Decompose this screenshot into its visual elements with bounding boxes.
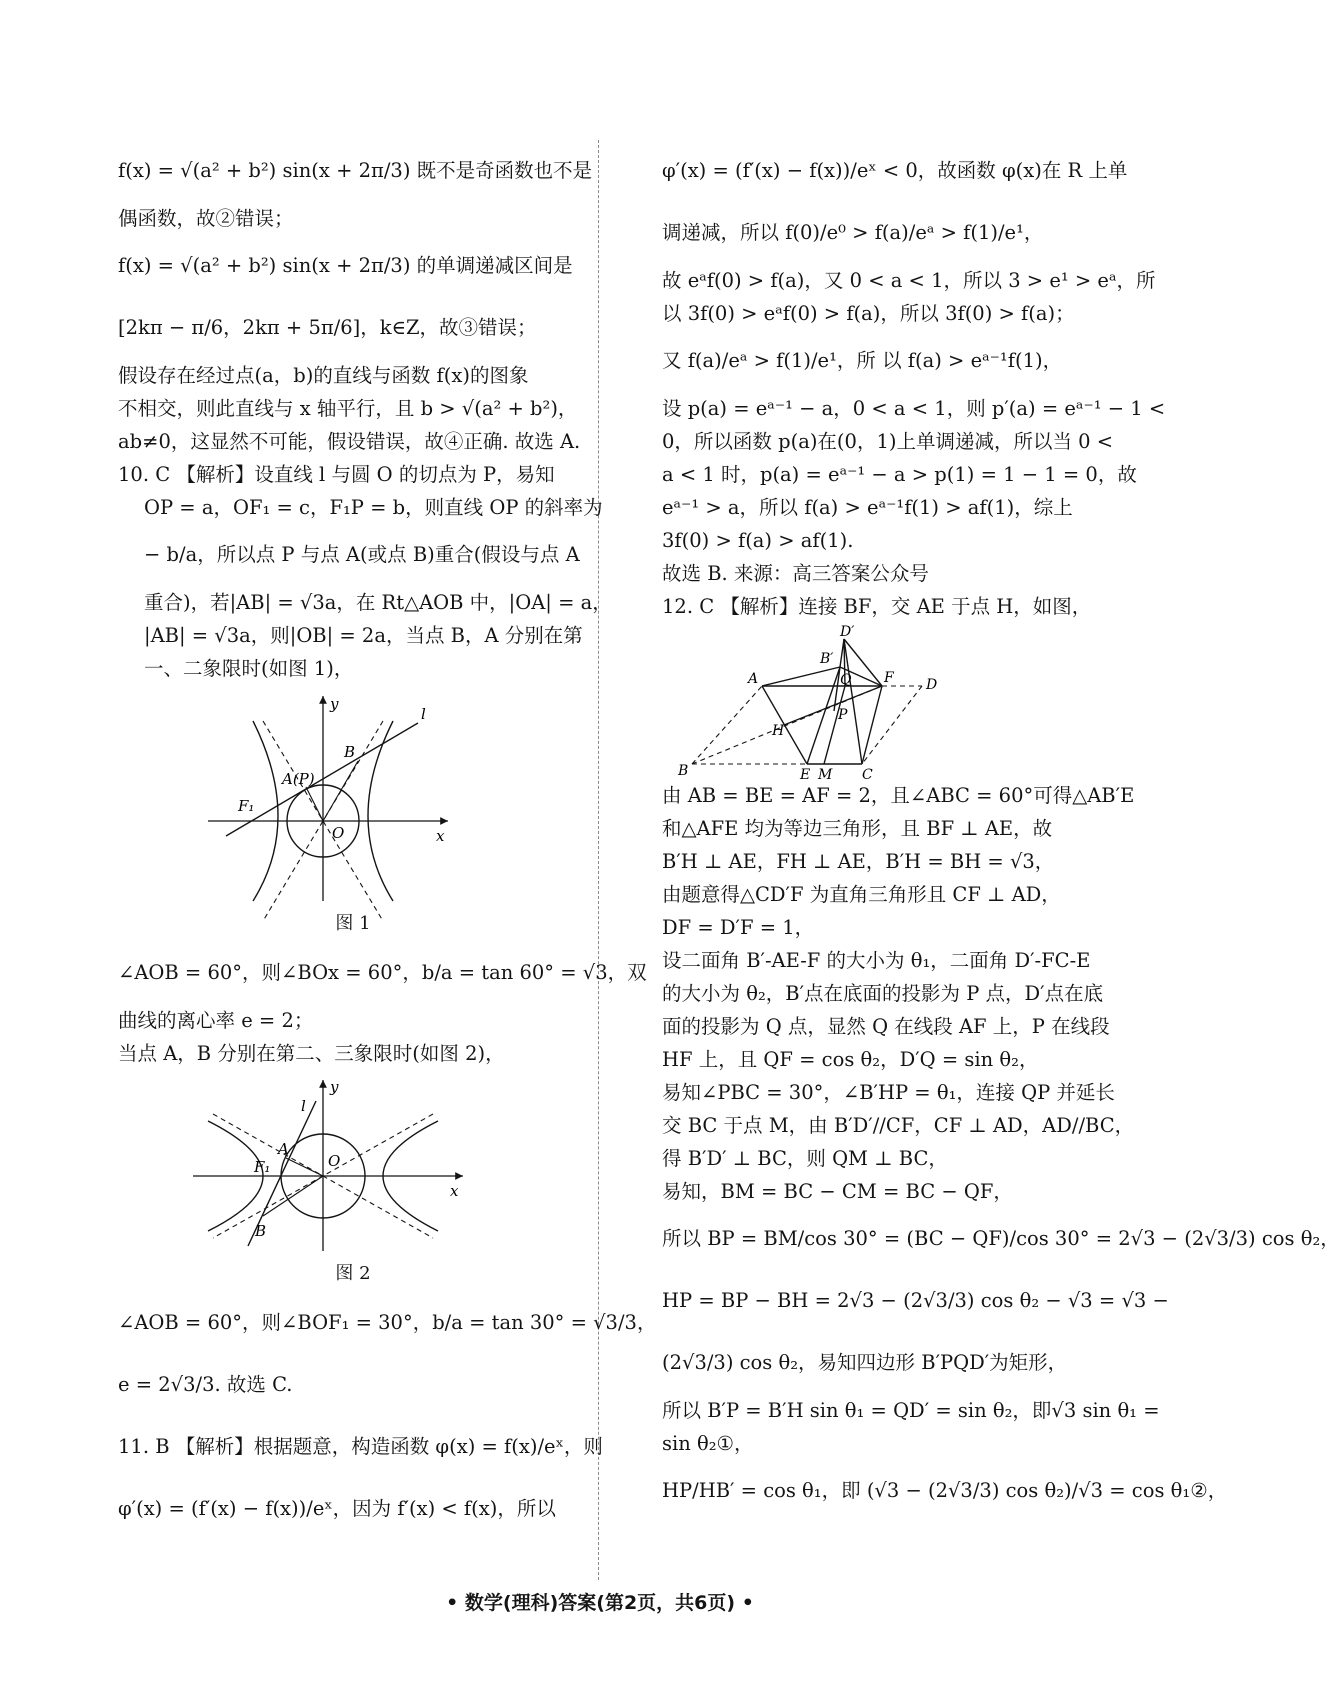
figure-label: O xyxy=(328,1152,341,1170)
left-column xyxy=(118,140,657,1540)
figure-label: l xyxy=(421,705,426,723)
text-line: a < 1 时，p(a) = eᵃ⁻¹ − a > p(1) = 1 − 1 = 0，故 xyxy=(662,463,1137,486)
figure-label: Q xyxy=(840,672,852,688)
figure-label: D xyxy=(926,677,938,693)
figure-label: y xyxy=(330,1078,339,1096)
text-line: DF = D′F = 1， xyxy=(662,916,815,939)
text-line: 由题意得△CD′F 为直角三角形且 CF ⊥ AD， xyxy=(662,883,1061,906)
figure-label: E xyxy=(800,767,811,783)
text-line: 所以 B′P = B′H sin θ₁ = QD′ = sin θ₂，即√3 sin θ₁ = xyxy=(662,1399,1160,1422)
text-line: ∠AOB = 60°，则∠BOx = 60°，b/a = tan 60° = √3，双 xyxy=(118,961,647,984)
text-line: e = 2√3/3. 故选 C. xyxy=(118,1373,293,1396)
text-line: 交 BC 于点 M，由 B′D′//CF，CF ⊥ AD，AD//BC， xyxy=(662,1114,1135,1137)
text-line: 3f(0) > f(a) > af(1). xyxy=(662,529,854,552)
figure-label: A(P) xyxy=(282,770,315,788)
figure-label: C xyxy=(862,767,873,783)
text-line: HP = BP − BH = 2√3 − (2√3/3) cos θ₂ − √3 = √3 − xyxy=(662,1289,1169,1312)
figure-caption: 图 1 xyxy=(335,913,371,934)
solid-geometry-figure xyxy=(662,624,1132,783)
text-line: OP = a，OF₁ = c，F₁P = b，则直线 OP 的斜率为 xyxy=(144,496,603,519)
right-column xyxy=(662,140,1340,1522)
figure-label: H xyxy=(772,723,785,739)
text-line: 易知，BM = BC − CM = BC − QF， xyxy=(662,1180,1013,1203)
text-line: 所以 BP = BM/cos 30° = (BC − QF)/cos 30° = 2√3 − (2√3/3) cos θ₂， xyxy=(662,1227,1340,1250)
text-line: 得 B′D′ ⊥ BC，则 QM ⊥ BC， xyxy=(662,1147,948,1170)
text-line: 易知∠PBC = 30°，∠B′HP = θ₁，连接 QP 并延长 xyxy=(662,1081,1115,1104)
text-line: ∠AOB = 60°，则∠BOF₁ = 30°，b/a = tan 30° = √3/3， xyxy=(118,1311,657,1334)
text-line: HF 上，且 QF = cos θ₂，D′Q = sin θ₂， xyxy=(662,1048,1039,1071)
text-line: 故 eᵃf(0) > f(a)，又 0 < a < 1，所以 3 > e¹ > eᵃ，所 xyxy=(662,269,1156,292)
text-line: 重合)，若|AB| = √3a，在 Rt△AOB 中，|OA| = a， xyxy=(144,591,612,614)
figure-label: B′ xyxy=(820,651,834,667)
text-line: 设二面角 B′-AE-F 的大小为 θ₁，二面角 D′-FC-E xyxy=(662,949,1091,972)
text-line: 一、二象限时(如图 1)， xyxy=(144,657,354,680)
text-line: B′H ⊥ AE，FH ⊥ AE，B′H = BH = √3， xyxy=(662,850,1055,873)
figure-label: B xyxy=(255,1222,267,1240)
text-line: 偶函数，故②错误； xyxy=(118,207,294,230)
text-line: sin θ₂①， xyxy=(662,1432,754,1455)
figure-label: F xyxy=(884,670,894,686)
figure-label: x xyxy=(436,827,445,845)
text-line: 不相交，则此直线与 x 轴平行，且 b > √(a² + b²)， xyxy=(118,397,578,420)
figure-label: O xyxy=(332,824,345,842)
text-line: 曲线的离心率 e = 2； xyxy=(118,1009,314,1032)
figure-label: l xyxy=(301,1097,306,1115)
text-line: f(x) = √(a² + b²) sin(x + 2π/3) 既不是奇函数也不是 xyxy=(118,159,593,182)
text-line: HP/HB′ = cos θ₁，即 (√3 − (2√3/3) cos θ₂)/√3 = cos θ₁②， xyxy=(662,1479,1228,1502)
hyperbola-figure-2 xyxy=(118,1076,588,1256)
page-footer: • 数学(理科)答案(第2页，共6页) • xyxy=(446,1592,754,1614)
text-line: 0，所以函数 p(a)在(0，1)上单调递减，所以当 0 < xyxy=(662,430,1114,453)
text-line: 假设存在经过点(a，b)的直线与函数 f(x)的图象 xyxy=(118,364,529,387)
figure-label: x xyxy=(450,1182,459,1200)
figure-label: F₁ xyxy=(254,1158,271,1176)
text-line: 由 AB = BE = AF = 2，且∠ABC = 60°可得△AB′E xyxy=(662,784,1135,807)
text-line: 故选 B. 来源：高三答案公众号 xyxy=(662,562,929,585)
text-line: f(x) = √(a² + b²) sin(x + 2π/3) 的单调递减区间是 xyxy=(118,254,573,277)
text-line: 12. C 【解析】连接 BF，交 AE 于点 H，如图， xyxy=(662,595,1092,618)
column-divider xyxy=(598,140,599,1580)
text-line: − b/a，所以点 P 与点 A(或点 B)重合(假设与点 A xyxy=(144,543,580,566)
figure-label: F₁ xyxy=(238,797,255,815)
text-line: 调递减，所以 f(0)/e⁰ > f(a)/eᵃ > f(1)/e¹， xyxy=(662,221,1044,244)
figure-caption: 图 2 xyxy=(335,1263,371,1284)
figure-label: M xyxy=(818,767,833,783)
figure-label: A xyxy=(278,1140,289,1158)
figure-label: y xyxy=(330,695,339,713)
text-line: |AB| = √3a，则|OB| = 2a，当点 B，A 分别在第 xyxy=(144,624,583,647)
text-line: φ′(x) = (f′(x) − f(x))/eˣ < 0，故函数 φ(x)在 R 上单 xyxy=(662,159,1128,182)
figure-label: B xyxy=(344,743,356,761)
text-line: 11. B 【解析】根据题意，构造函数 φ(x) = f(x)/eˣ，则 xyxy=(118,1435,603,1458)
text-line: 面的投影为 Q 点，显然 Q 在线段 AF 上，P 在线段 xyxy=(662,1015,1110,1038)
text-line: 设 p(a) = eᵃ⁻¹ − a，0 < a < 1，则 p′(a) = eᵃ⁻¹ − 1 < xyxy=(662,397,1166,420)
text-line: (2√3/3) cos θ₂，易知四边形 B′PQD′为矩形， xyxy=(662,1351,1068,1374)
figure-label: P xyxy=(838,707,848,723)
text-line: 的大小为 θ₂，B′点在底面的投影为 P 点，D′点在底 xyxy=(662,982,1104,1005)
figure-label: A xyxy=(748,671,759,687)
text-line: [2kπ − π/6，2kπ + 5π/6]，k∈Z，故③错误； xyxy=(118,316,537,339)
figure-label: D′ xyxy=(840,624,855,640)
text-line: 10. C 【解析】设直线 l 与圆 O 的切点为 P，易知 xyxy=(118,463,555,486)
text-line: φ′(x) = (f′(x) − f(x))/eˣ，因为 f′(x) < f(x)，所以 xyxy=(118,1497,556,1520)
text-line: 当点 A，B 分别在第二、三象限时(如图 2)， xyxy=(118,1042,505,1065)
text-line: ab≠0，这显然不可能，假设错误，故④正确. 故选 A. xyxy=(118,430,581,453)
figure-label: B xyxy=(678,763,689,779)
text-line: eᵃ⁻¹ > a，所以 f(a) > eᵃ⁻¹f(1) > af(1)，综上 xyxy=(662,496,1073,519)
text-line: 又 f(a)/eᵃ > f(1)/e¹，所 以 f(a) > eᵃ⁻¹f(1)， xyxy=(662,349,1063,372)
text-line: 和△AFE 均为等边三角形，且 BF ⊥ AE，故 xyxy=(662,817,1053,840)
text-line: 以 3f(0) > eᵃf(0) > f(a)，所以 3f(0) > f(a)； xyxy=(662,302,1075,325)
hyperbola-figure-1 xyxy=(118,691,588,906)
